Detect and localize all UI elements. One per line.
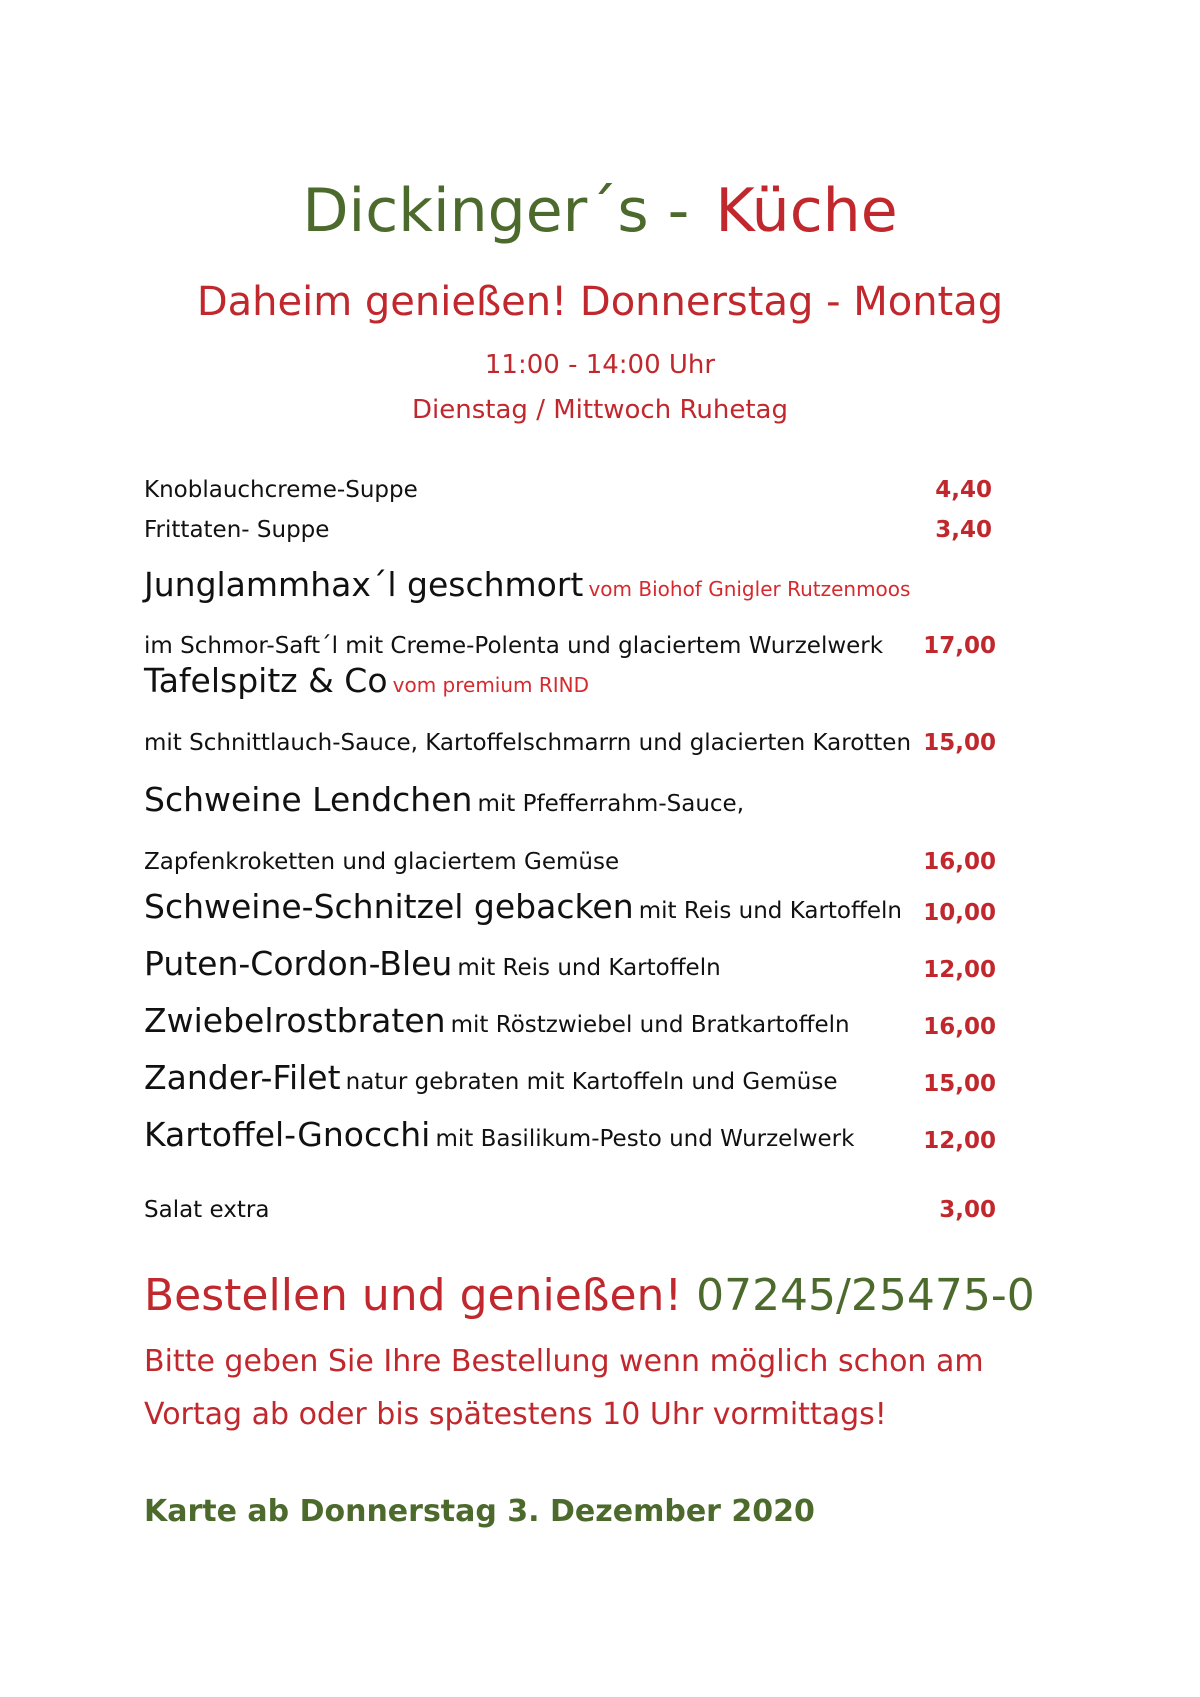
menu-valid-from: Karte ab Donnerstag 3. Dezember 2020: [144, 1494, 815, 1529]
item-side: mit Basilikum-Pesto und Wurzelwerk: [435, 1126, 855, 1153]
item-price: 16,00: [923, 848, 996, 875]
item-side: mit Pfefferrahm-Sauce,: [477, 791, 745, 818]
menu-item: [144, 882, 996, 926]
item-name: Kartoffel-Gnocchi: [144, 1115, 431, 1155]
item-description: mit Schnittlauch-Sauce, Kartoffelschmarrn und glacierten Karotten: [144, 729, 912, 756]
item-description: im Schmor-Saft´l mit Creme-Polenta und glaciertem Wurzelwerk: [144, 632, 884, 659]
menu-item-soup: [144, 459, 996, 503]
opening-hours: 11:00 - 14:00 Uhr: [484, 350, 716, 380]
item-side: natur gebraten mit Kartoffeln und Gemüse: [345, 1069, 838, 1096]
item-price: 12,00: [923, 956, 996, 983]
order-text: Bestellen und genießen!: [144, 1270, 683, 1321]
menu-item: [144, 1053, 996, 1097]
order-note-line-2: Vortag ab oder bis spätestens 10 Uhr vormittags!: [144, 1397, 887, 1432]
item-price: 10,00: [923, 899, 996, 926]
item-name: Schweine Lendchen: [144, 780, 473, 820]
menu-item-heading: [144, 656, 996, 700]
item-price: 4,40: [935, 476, 992, 503]
item-price: 3,00: [939, 1196, 996, 1223]
phone-number: 07245/25475-0: [696, 1270, 1035, 1321]
item-name: Puten-Cordon-Bleu: [144, 944, 453, 984]
menu-title: [0, 176, 1200, 246]
item-price: 12,00: [923, 1127, 996, 1154]
item-side: mit Reis und Kartoffeln: [457, 955, 721, 982]
item-source: vom premium RIND: [392, 673, 590, 698]
item-name: Salat extra: [144, 1196, 270, 1223]
item-side: mit Röstzwiebel und Bratkartoffeln: [450, 1012, 850, 1039]
menu-item: [144, 996, 996, 1040]
order-note-line-1: Bitte geben Sie Ihre Bestellung wenn möglich schon am: [144, 1344, 984, 1379]
item-name: Zwiebelrostbraten: [144, 1001, 446, 1041]
item-side: mit Reis und Kartoffeln: [638, 898, 902, 925]
item-name: Knoblauchcreme-Suppe: [144, 476, 418, 503]
item-price: 3,40: [935, 516, 992, 543]
menu-item-extra: [144, 1179, 996, 1223]
item-price: 16,00: [923, 1013, 996, 1040]
item-name: Tafelspitz & Co: [144, 661, 388, 701]
title-kitchen: Küche: [715, 176, 898, 246]
item-name: Junglammhax´l geschmort: [144, 565, 584, 605]
menu-item-description-row: [144, 615, 996, 659]
item-source: vom Biohof Gnigler Rutzenmoos: [588, 577, 911, 602]
item-price: 17,00: [923, 632, 996, 659]
item-price: 15,00: [923, 729, 996, 756]
subtitle: Daheim genießen! Donnerstag - Montag: [196, 279, 1004, 325]
item-name: Frittaten- Suppe: [144, 516, 330, 543]
menu-item-heading: [144, 560, 996, 604]
menu-item-description-row: [144, 712, 996, 756]
item-price: 15,00: [923, 1070, 996, 1097]
item-name: Schweine-Schnitzel gebacken: [144, 887, 634, 927]
menu-item: [144, 1110, 996, 1154]
order-line: [144, 1268, 1035, 1324]
menu-item: [144, 939, 996, 983]
menu-item-soup: [144, 499, 996, 543]
title-restaurant-name: Dickinger´s -: [302, 176, 690, 246]
item-description: Zapfenkroketten und glaciertem Gemüse: [144, 848, 620, 875]
menu-item-description-row: [144, 831, 996, 875]
closed-days: Dienstag / Mittwoch Ruhetag: [412, 395, 788, 425]
menu-item-heading: [144, 775, 996, 819]
item-name: Zander-Filet: [144, 1058, 341, 1098]
